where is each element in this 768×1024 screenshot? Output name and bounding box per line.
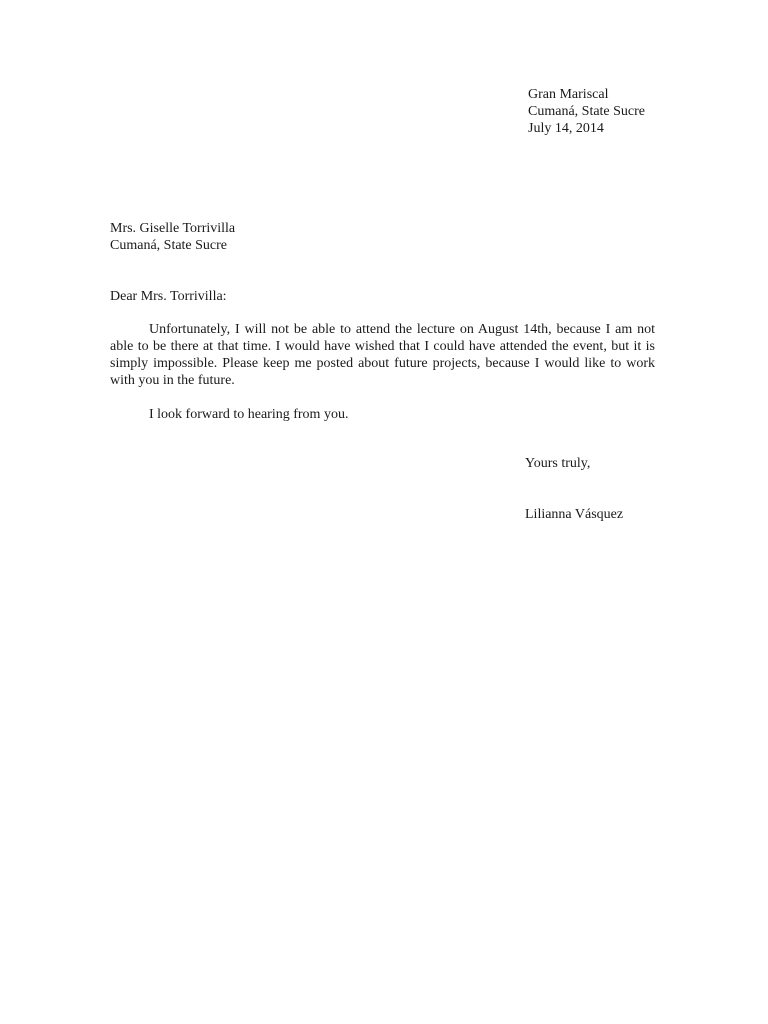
body-paragraph-2: I look forward to hearing from you. [149,407,349,422]
recipient-location: Cumaná, State Sucre [110,238,228,253]
sender-address-block [528,86,645,137]
sender-location: Cumaná, State Sucre [528,104,646,119]
salutation: Dear Mrs. Torrivilla: [110,289,227,304]
recipient-address-block [110,220,235,254]
sender-name: Gran Mariscal [528,87,609,102]
body-paragraph-1: Unfortunately, I will not be able to attend the lecture on August 14th, because I am not able to be there at that time. I would have wished that I could have attended the event, but it is simply impossible. Please keep me posted about future projects, because I would like to work with you in the future. [110,322,655,388]
letter-date: July 14, 2014 [528,121,604,136]
closing: Yours truly, [525,456,591,471]
recipient-name: Mrs. Giselle Torrivilla [110,221,236,236]
signature-name: Lilianna Vásquez [525,507,624,522]
